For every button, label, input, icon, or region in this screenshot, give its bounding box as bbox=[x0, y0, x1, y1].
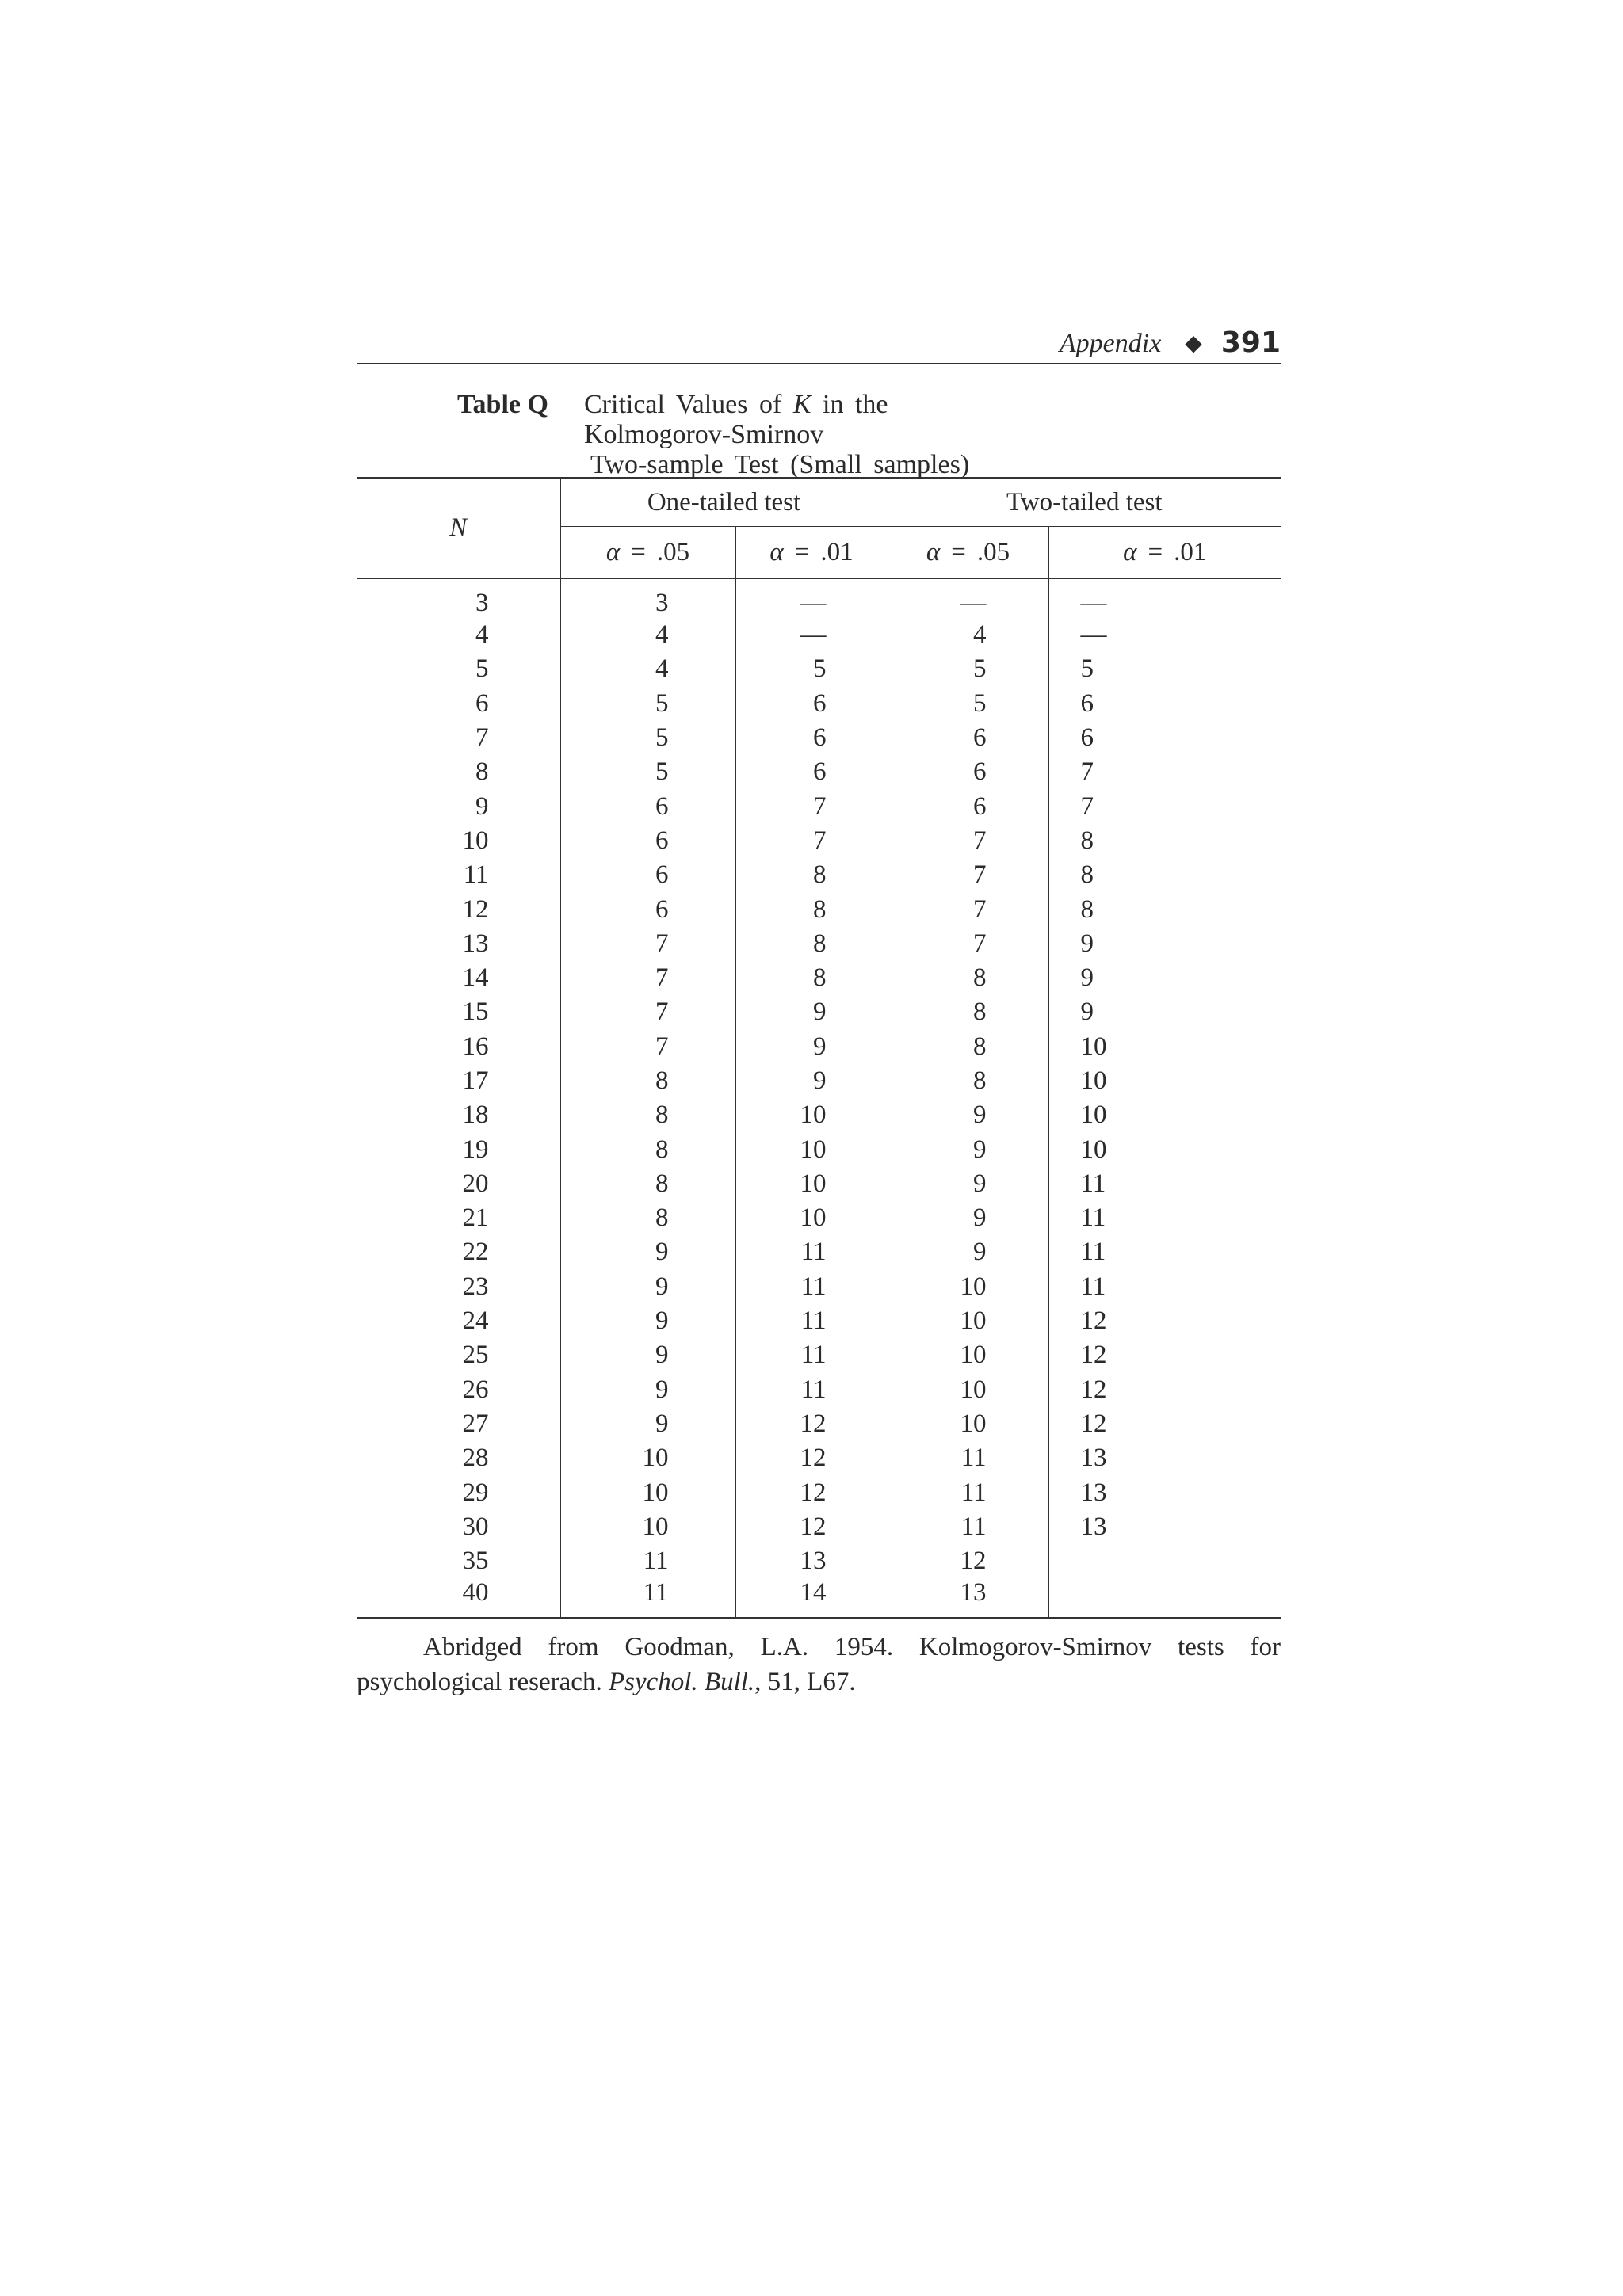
two-tailed-01-value: 8 bbox=[1048, 858, 1281, 892]
two-tailed-05-value: 10 bbox=[888, 1304, 1048, 1338]
equals-sign: = bbox=[794, 537, 810, 566]
one-tailed-05-value: 10 bbox=[560, 1510, 735, 1544]
table-row bbox=[357, 1235, 1281, 1269]
one-tailed-05-value: 4 bbox=[560, 618, 735, 652]
two-tailed-01-value: — bbox=[1048, 618, 1281, 652]
n-value: 11 bbox=[463, 860, 489, 890]
one-tailed-01-value: 11 bbox=[735, 1338, 888, 1372]
title-text: in the Kolmogorov-Smirnov bbox=[584, 390, 888, 449]
table-row bbox=[357, 927, 1281, 961]
one-tailed-01-value: 10 bbox=[735, 1201, 888, 1235]
table-row bbox=[357, 1201, 1281, 1235]
table-row bbox=[357, 755, 1281, 789]
two-tailed-01-value: 12 bbox=[1048, 1338, 1281, 1372]
n-value: 8 bbox=[475, 757, 489, 787]
one-tailed-05-value: 8 bbox=[560, 1167, 735, 1201]
table-caption bbox=[357, 390, 1281, 477]
one-tailed-01-value: 6 bbox=[735, 687, 888, 721]
one-tailed-05-value: 6 bbox=[560, 858, 735, 892]
alpha-symbol: α bbox=[605, 537, 621, 566]
one-tailed-05-value: 11 bbox=[560, 1578, 735, 1618]
title-text: Critical Values of bbox=[584, 390, 793, 419]
n-value: 17 bbox=[462, 1066, 489, 1095]
table-row bbox=[357, 961, 1281, 995]
one-tailed-01-value: 9 bbox=[735, 995, 888, 1029]
two-tailed-05-value: 5 bbox=[888, 687, 1048, 721]
n-value: 19 bbox=[462, 1135, 489, 1164]
table-title-line-1 bbox=[584, 390, 1028, 450]
two-tailed-01-value: 9 bbox=[1048, 927, 1281, 961]
two-tailed-05-value: 9 bbox=[888, 1167, 1048, 1201]
one-tailed-01-value: 8 bbox=[735, 927, 888, 961]
book-page bbox=[357, 317, 1281, 1699]
alpha-header bbox=[560, 527, 735, 579]
two-tailed-header: Two-tailed test bbox=[888, 478, 1281, 527]
two-tailed-01-value: 7 bbox=[1048, 789, 1281, 823]
table-row bbox=[357, 1373, 1281, 1407]
one-tailed-05-value: 6 bbox=[560, 789, 735, 823]
two-tailed-05-value: 12 bbox=[888, 1544, 1048, 1578]
two-tailed-05-value: 11 bbox=[888, 1510, 1048, 1544]
alpha-header bbox=[735, 527, 888, 579]
table-row bbox=[357, 618, 1281, 652]
one-tailed-01-value: 8 bbox=[735, 892, 888, 926]
two-tailed-05-value: 7 bbox=[888, 892, 1048, 926]
alpha-header bbox=[1048, 527, 1281, 579]
table-title bbox=[584, 390, 1028, 480]
one-tailed-05-value: 5 bbox=[560, 755, 735, 789]
title-k-symbol: K bbox=[792, 390, 812, 419]
table-row bbox=[357, 1030, 1281, 1064]
equals-sign: = bbox=[951, 537, 966, 566]
source-journal: Psychol. Bull. bbox=[608, 1668, 755, 1697]
two-tailed-01-value: 10 bbox=[1048, 1064, 1281, 1098]
one-tailed-01-value: 11 bbox=[735, 1373, 888, 1407]
one-tailed-01-value: 9 bbox=[735, 1030, 888, 1064]
one-tailed-01-value: 7 bbox=[735, 824, 888, 858]
one-tailed-01-value: — bbox=[735, 618, 888, 652]
table-row bbox=[357, 824, 1281, 858]
two-tailed-05-value: 7 bbox=[888, 927, 1048, 961]
two-tailed-05-value: 10 bbox=[888, 1407, 1048, 1441]
one-tailed-01-value: 10 bbox=[735, 1098, 888, 1132]
alpha-value: .01 bbox=[1174, 537, 1207, 566]
table-row bbox=[357, 995, 1281, 1029]
n-value: 18 bbox=[462, 1100, 489, 1130]
alpha-symbol: α bbox=[1123, 537, 1137, 566]
one-tailed-05-value: 10 bbox=[560, 1441, 735, 1475]
n-value: 6 bbox=[475, 688, 489, 718]
table-row bbox=[357, 789, 1281, 823]
two-tailed-01-value: 12 bbox=[1048, 1373, 1281, 1407]
two-tailed-05-value: 6 bbox=[888, 789, 1048, 823]
two-tailed-05-value: 9 bbox=[888, 1132, 1048, 1166]
n-value: 3 bbox=[475, 589, 489, 617]
two-tailed-05-value: 10 bbox=[888, 1373, 1048, 1407]
one-tailed-01-value: 8 bbox=[735, 858, 888, 892]
section-title: Appendix bbox=[1059, 329, 1162, 358]
table-row bbox=[357, 858, 1281, 892]
critical-values-table bbox=[357, 477, 1281, 1619]
table-row bbox=[357, 687, 1281, 721]
one-tailed-01-value: 7 bbox=[735, 789, 888, 823]
n-value: 21 bbox=[462, 1203, 489, 1233]
one-tailed-05-value: 8 bbox=[560, 1201, 735, 1235]
two-tailed-05-value: 8 bbox=[888, 1064, 1048, 1098]
n-value: 40 bbox=[357, 1578, 560, 1618]
two-tailed-05-value: 6 bbox=[888, 721, 1048, 755]
one-tailed-05-value: 7 bbox=[560, 995, 735, 1029]
two-tailed-05-value: 6 bbox=[888, 755, 1048, 789]
n-value: 5 bbox=[475, 654, 489, 684]
alpha-value: .05 bbox=[976, 537, 1010, 566]
diamond-icon: ◆ bbox=[1185, 330, 1202, 356]
table-row bbox=[357, 1544, 1281, 1578]
alpha-value: .01 bbox=[820, 537, 854, 566]
two-tailed-01-value: 11 bbox=[1048, 1167, 1281, 1201]
two-tailed-05-value: 10 bbox=[888, 1270, 1048, 1304]
one-tailed-01-value: 10 bbox=[735, 1167, 888, 1201]
two-tailed-01-value: 9 bbox=[1048, 961, 1281, 995]
n-value: 28 bbox=[462, 1444, 489, 1473]
page-number: 391 bbox=[1220, 326, 1281, 359]
two-tailed-05-value: — bbox=[888, 578, 1048, 618]
two-tailed-01-value: 12 bbox=[1048, 1304, 1281, 1338]
n-value: 14 bbox=[462, 963, 489, 993]
one-tailed-05-value: 8 bbox=[560, 1132, 735, 1166]
source-note bbox=[357, 1630, 1281, 1699]
two-tailed-01-value: 6 bbox=[1048, 721, 1281, 755]
one-tailed-01-value: 5 bbox=[735, 652, 888, 686]
two-tailed-05-value: 13 bbox=[888, 1578, 1048, 1618]
header-row-groups bbox=[357, 478, 1281, 527]
table-row bbox=[357, 1441, 1281, 1475]
n-value: 16 bbox=[462, 1032, 489, 1061]
n-value: 23 bbox=[462, 1272, 489, 1301]
one-tailed-01-value: 6 bbox=[735, 755, 888, 789]
one-tailed-01-value: 10 bbox=[735, 1132, 888, 1166]
one-tailed-01-value: — bbox=[735, 578, 888, 618]
n-value: 35 bbox=[462, 1547, 489, 1576]
one-tailed-05-value: 7 bbox=[560, 927, 735, 961]
alpha-header bbox=[888, 527, 1048, 579]
two-tailed-01-value: 13 bbox=[1048, 1441, 1281, 1475]
two-tailed-05-value: 5 bbox=[888, 652, 1048, 686]
n-value: 22 bbox=[462, 1238, 489, 1267]
n-value: 26 bbox=[462, 1375, 489, 1404]
one-tailed-05-value: 6 bbox=[560, 824, 735, 858]
n-value: 29 bbox=[462, 1478, 489, 1507]
source-citation: , 51, L67. bbox=[754, 1668, 856, 1697]
two-tailed-01-value bbox=[1048, 1578, 1281, 1618]
two-tailed-01-value: — bbox=[1048, 578, 1281, 618]
one-tailed-05-value: 9 bbox=[560, 1338, 735, 1372]
one-tailed-05-value: 7 bbox=[560, 961, 735, 995]
source-text: Abridged from Goodman, L.A. 1954. Kolmogorov-Smirnov tests for psychological reserach. bbox=[357, 1633, 1281, 1697]
n-value: 30 bbox=[462, 1512, 489, 1541]
n-value: 4 bbox=[475, 620, 489, 650]
one-tailed-01-value: 13 bbox=[735, 1544, 888, 1578]
one-tailed-01-value: 12 bbox=[735, 1475, 888, 1509]
n-value: 25 bbox=[462, 1341, 489, 1370]
table-label: Table Q bbox=[457, 390, 548, 419]
two-tailed-01-value: 11 bbox=[1048, 1235, 1281, 1269]
one-tailed-header: One-tailed test bbox=[560, 478, 888, 527]
two-tailed-01-value: 11 bbox=[1048, 1201, 1281, 1235]
two-tailed-01-value: 12 bbox=[1048, 1407, 1281, 1441]
one-tailed-01-value: 12 bbox=[735, 1510, 888, 1544]
table-row bbox=[357, 1270, 1281, 1304]
one-tailed-05-value: 11 bbox=[560, 1544, 735, 1578]
two-tailed-05-value: 7 bbox=[888, 824, 1048, 858]
one-tailed-01-value: 12 bbox=[735, 1441, 888, 1475]
one-tailed-05-value: 5 bbox=[560, 687, 735, 721]
table-row bbox=[357, 1304, 1281, 1338]
two-tailed-05-value: 9 bbox=[888, 1201, 1048, 1235]
two-tailed-05-value: 4 bbox=[888, 618, 1048, 652]
n-value: 27 bbox=[462, 1409, 489, 1438]
n-value: 20 bbox=[462, 1169, 489, 1198]
source-indent bbox=[357, 1633, 423, 1661]
table-body bbox=[357, 578, 1281, 1618]
two-tailed-01-value: 10 bbox=[1048, 1098, 1281, 1132]
table-row bbox=[357, 1132, 1281, 1166]
equals-sign: = bbox=[1148, 537, 1163, 566]
two-tailed-01-value: 11 bbox=[1048, 1270, 1281, 1304]
two-tailed-01-value: 10 bbox=[1048, 1030, 1281, 1064]
table-row bbox=[357, 1510, 1281, 1544]
two-tailed-01-value: 7 bbox=[1048, 755, 1281, 789]
two-tailed-05-value: 10 bbox=[888, 1338, 1048, 1372]
one-tailed-01-value: 8 bbox=[735, 961, 888, 995]
n-value: 9 bbox=[475, 791, 489, 821]
two-tailed-01-value: 10 bbox=[1048, 1132, 1281, 1166]
table-row bbox=[357, 1407, 1281, 1441]
equals-sign: = bbox=[631, 537, 646, 566]
n-value: 10 bbox=[462, 826, 489, 855]
one-tailed-01-value: 14 bbox=[735, 1578, 888, 1618]
one-tailed-05-value: 9 bbox=[560, 1373, 735, 1407]
two-tailed-01-value: 13 bbox=[1048, 1510, 1281, 1544]
alpha-value: .05 bbox=[656, 537, 690, 566]
two-tailed-01-value: 9 bbox=[1048, 995, 1281, 1029]
two-tailed-05-value: 8 bbox=[888, 961, 1048, 995]
running-header-right bbox=[1060, 326, 1281, 359]
alpha-symbol: α bbox=[926, 537, 941, 566]
table-row bbox=[357, 1338, 1281, 1372]
n-value: 7 bbox=[475, 723, 489, 753]
one-tailed-05-value: 10 bbox=[560, 1475, 735, 1509]
one-tailed-05-value: 6 bbox=[560, 892, 735, 926]
two-tailed-01-value bbox=[1048, 1544, 1281, 1578]
alpha-symbol: α bbox=[769, 537, 784, 566]
one-tailed-01-value: 11 bbox=[735, 1235, 888, 1269]
two-tailed-05-value: 9 bbox=[888, 1098, 1048, 1132]
n-column-header: N bbox=[357, 478, 560, 578]
one-tailed-05-value: 5 bbox=[560, 721, 735, 755]
one-tailed-05-value: 3 bbox=[560, 578, 735, 618]
one-tailed-05-value: 7 bbox=[560, 1030, 735, 1064]
one-tailed-05-value: 9 bbox=[560, 1235, 735, 1269]
one-tailed-01-value: 12 bbox=[735, 1407, 888, 1441]
table-row bbox=[357, 1475, 1281, 1509]
two-tailed-01-value: 8 bbox=[1048, 824, 1281, 858]
two-tailed-05-value: 11 bbox=[888, 1441, 1048, 1475]
two-tailed-01-value: 8 bbox=[1048, 892, 1281, 926]
two-tailed-05-value: 8 bbox=[888, 1030, 1048, 1064]
two-tailed-05-value: 8 bbox=[888, 995, 1048, 1029]
two-tailed-05-value: 9 bbox=[888, 1235, 1048, 1269]
one-tailed-01-value: 11 bbox=[735, 1270, 888, 1304]
n-value: 24 bbox=[462, 1306, 489, 1336]
running-header bbox=[357, 317, 1281, 364]
table-title-line-2: Two-sample Test (Small samples) bbox=[590, 450, 970, 479]
two-tailed-01-value: 5 bbox=[1048, 652, 1281, 686]
one-tailed-05-value: 9 bbox=[560, 1407, 735, 1441]
n-value: 15 bbox=[462, 997, 489, 1027]
one-tailed-05-value: 8 bbox=[560, 1098, 735, 1132]
table-row bbox=[357, 1064, 1281, 1098]
two-tailed-05-value: 11 bbox=[888, 1475, 1048, 1509]
one-tailed-05-value: 8 bbox=[560, 1064, 735, 1098]
table-row bbox=[357, 892, 1281, 926]
table-row bbox=[357, 652, 1281, 686]
table-row bbox=[357, 1578, 1281, 1618]
n-value: 12 bbox=[462, 894, 489, 924]
table-row bbox=[357, 721, 1281, 755]
n-value: 13 bbox=[462, 929, 489, 958]
one-tailed-05-value: 4 bbox=[560, 652, 735, 686]
two-tailed-01-value: 6 bbox=[1048, 687, 1281, 721]
one-tailed-01-value: 6 bbox=[735, 721, 888, 755]
two-tailed-01-value: 13 bbox=[1048, 1475, 1281, 1509]
one-tailed-05-value: 9 bbox=[560, 1304, 735, 1338]
table-row bbox=[357, 1167, 1281, 1201]
one-tailed-05-value: 9 bbox=[560, 1270, 735, 1304]
table-row bbox=[357, 1098, 1281, 1132]
table-row bbox=[357, 578, 1281, 618]
two-tailed-05-value: 7 bbox=[888, 858, 1048, 892]
one-tailed-01-value: 9 bbox=[735, 1064, 888, 1098]
one-tailed-01-value: 11 bbox=[735, 1304, 888, 1338]
